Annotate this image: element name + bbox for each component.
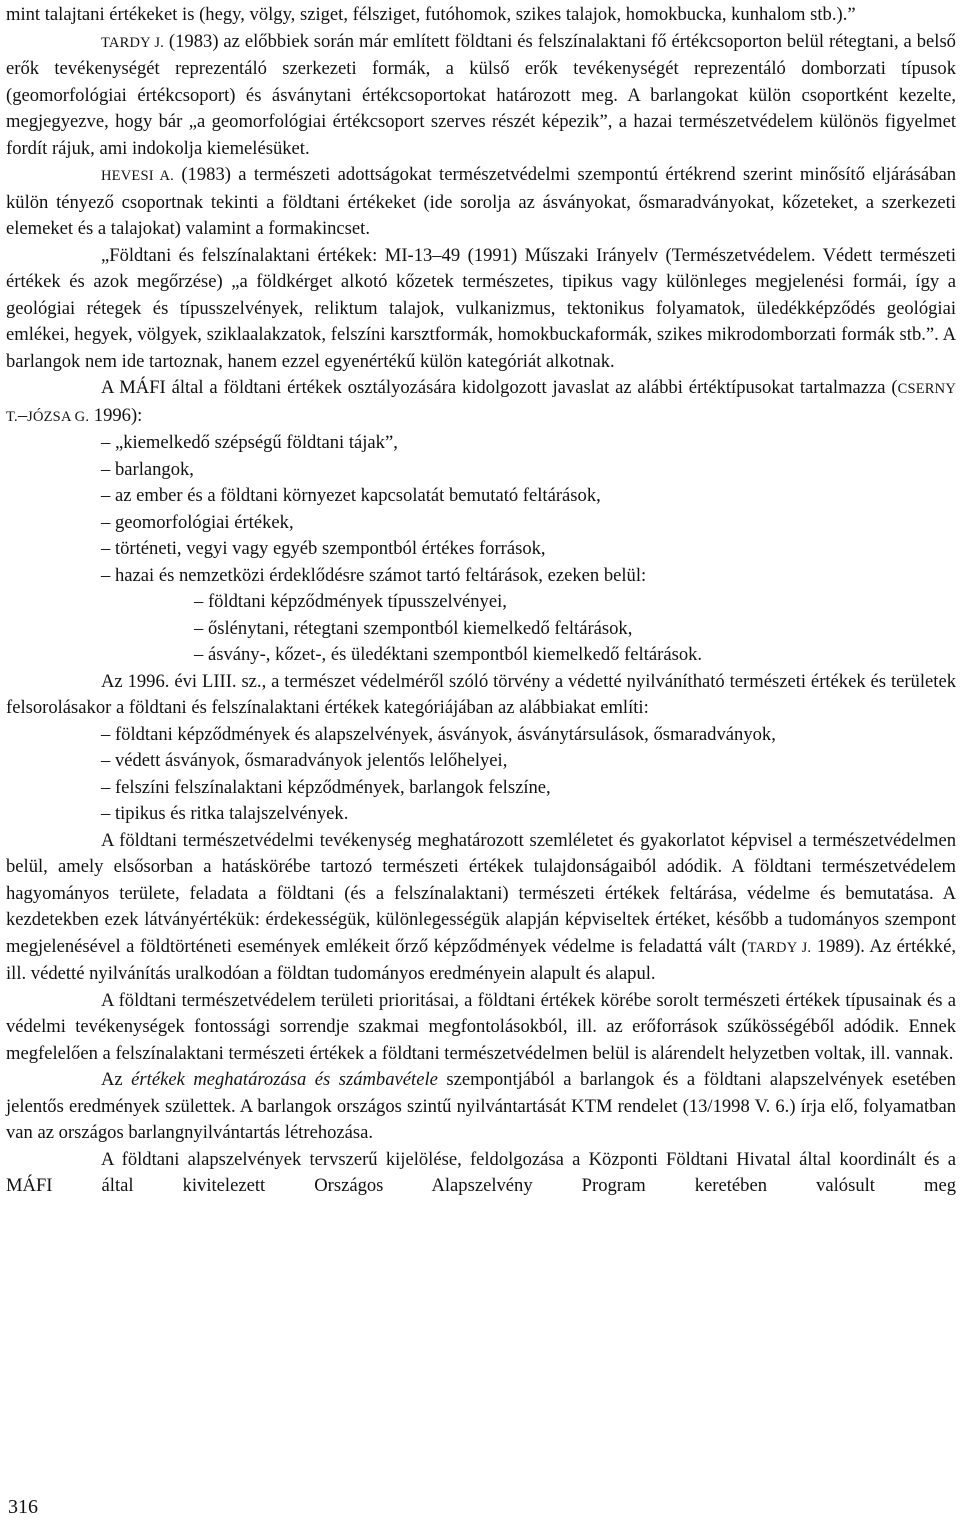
list-item: – védett ásványok, ősmaradványok jelentős lelőhelyei, <box>101 748 956 775</box>
paragraph-text: 1996): <box>89 404 143 426</box>
list-item: – őslénytani, rétegtani szempontból kiemelkedő feltárások, <box>194 616 956 643</box>
paragraph-assessment <box>6 1067 956 1147</box>
list-item: – földtani képződmények típusszelvényei, <box>194 589 956 616</box>
emphasis-text: értékek meghatározása és számbavétele <box>131 1069 438 1090</box>
separator: – <box>17 404 28 426</box>
document-body <box>6 2 956 1200</box>
paragraph-continued: mint talajtani értékeket is (hegy, völgy, sziget, félsziget, futóhomok, szikes talajok, homokbucka, kunhalom stb.).” <box>6 4 856 25</box>
value-type-sublist <box>6 589 956 669</box>
law-category-list <box>6 722 956 828</box>
author-name: CSERNY T. <box>6 381 956 425</box>
paragraph-text: Az <box>101 1069 132 1090</box>
author-name: HEVESI A. <box>101 168 174 184</box>
paragraph-text: (1983) az előbbiek során már említett földtani és felszínalaktani fő értékcsoporton belül rétegtani, a belső erők tevékenységét reprezentáló szerkezeti formák, a külső erők tevékenységét reprezentáló domborzati típusok (geomorfológiai értékcsoport) és ásványtani értékcsoportokat határozott meg. A barlangokat külön csoportként kezelte, megjegyezve, hogy bár „a geomorfológiai értékcsoport szerves részét képezik”, a hazai természetvédelem különös figyelmet fordít rájuk, ami indokolja kiemelésüket. <box>6 30 956 159</box>
paragraph-text: A földtani természetvédelmi tevékenység meghatározott szemléletet és gyakorlatot képvisel a természetvédelmen belül, amely elsősorban a hatáskörébe tartozó természeti értékek tulajdonságaiból adódik. A földtani természetvédelem hagyományos területe, feladata a földtani (és a felszínalaktani) természeti értékek feltárása, védelme és bemutatása. A kezdetekben ezek látványértékük: érdekességük, különlegességük alapján képviseltek értéket, később a tudományos szempont megjelenésével a földtörténeti események emlékeit őrző képződmények védelme is feladattá vált ( <box>6 829 956 957</box>
paragraph-activity <box>6 828 956 988</box>
paragraph-guideline: „Földtani és felszínalaktani értékek: MI-13–49 (1991) Műszaki Irányelv (Természetvédelem. Védett természeti értékek és azok megőrzése) „a földkérget alkotó kőzetek természetes, tipikus vagy különleges megjelenési formái, így a geológiai rétegek és típusszelvények, reliktum talajok, vulkanizmus, tektonikus folyamatok, üledékképződés geológiai emlékei, hegyek, völgyek, sziklaalakzatok, felszíni karsztformák, homokbuckaformák, szikes mikrodomborzati formák stb.”. A barlangok nem ide tartoznak, hanem ezzel egyenértékű külön kategóriát alkotnak. <box>6 244 956 372</box>
paragraph-text: A MÁFI által a földtani értékek osztályozására kidolgozott javaslat az alábbi értéktípusokat tartalmazza ( <box>101 377 898 398</box>
list-item: – földtani képződmények és alapszelvények, ásványok, ásványtársulások, ősmaradványok, <box>101 722 956 749</box>
list-item: – „kiemelkedő szépségű földtani tájak”, <box>101 430 956 457</box>
paragraph-text: 1989). Az értékké, ill. védetté nyilvánítás uralkodóan a földtan tudományos eredményein alapult és alapul. <box>6 935 956 984</box>
list-item: – barlangok, <box>101 457 956 484</box>
list-item: – történeti, vegyi vagy egyéb szempontból értékes források, <box>101 536 956 563</box>
author-name: TARDY J. <box>101 34 165 51</box>
paragraph-text: szempontjából a barlangok és a földtani alapszelvények esetében jelentős eredmények születtek. A barlangok országos szintű nyilvántartását KTM rendelet (13/1998 V. 6.) írja elő, folyamatban van az országos barlangnyilvántartás létrehozása. <box>6 1069 956 1143</box>
author-name: JÓZSA G. <box>27 408 90 425</box>
paragraph-law: Az 1996. évi LIII. sz., a természet védelméről szóló törvény a védetté nyilvánítható természeti értékek és területek felsorolásakor a földtani és felszínalaktani értékek kategóriájában az alábbiakat említi: <box>6 670 956 718</box>
list-item: – geomorfológiai értékek, <box>101 510 956 537</box>
author-name: TARDY J. <box>747 939 812 956</box>
paragraph-text: (1983) a természeti adottságokat természetvédelmi szempontú értékrend szerint minősítő eljárásában külön tényező csoportnak tekinti a földtani értékeket (ide sorolja az ásványokat, ősmaradványokat, kőzeteket, a szerkezeti elemeket és a talajokat) valamint a formakincset. <box>6 164 956 239</box>
list-item: – tipikus és ritka talajszelvények. <box>101 801 956 828</box>
paragraph-tardy <box>6 29 956 163</box>
list-item: – hazai és nemzetközi érdeklődésre számot tartó feltárások, ezeken belül: <box>101 563 956 590</box>
paragraph-priorities: A földtani természetvédelem területi prioritásai, a földtani értékek körébe sorolt természeti értékek típusainak és a védelmi tevékenységek fontossági sorrendje szakmai megfontolásokból, ill. az erőforrások szűkösségéből adódik. Ennek megfelelően a felszínalaktani természeti értékek a földtani természetvédelmen belül is alárendelt helyzetben voltak, ill. vannak. <box>6 989 956 1064</box>
page-number: 316 <box>8 1496 38 1518</box>
list-item: – ásvány-, kőzet-, és üledéktani szempontból kiemelkedő feltárások. <box>194 642 956 669</box>
list-item: – az ember és a földtani környezet kapcsolatát bemutató feltárások, <box>101 483 956 510</box>
list-item: – felszíni felszínalaktani képződmények, barlangok felszíne, <box>101 775 956 802</box>
value-type-list <box>6 430 956 589</box>
paragraph-mafi <box>6 375 956 430</box>
paragraph-hevesi <box>6 162 956 243</box>
paragraph-sections: A földtani alapszelvények tervszerű kijelölése, feldolgozása a Központi Földtani Hivatal által koordinált és a MÁFI által kivitelezett Országos Alapszelvény Program keretében valósult meg <box>6 1148 956 1196</box>
